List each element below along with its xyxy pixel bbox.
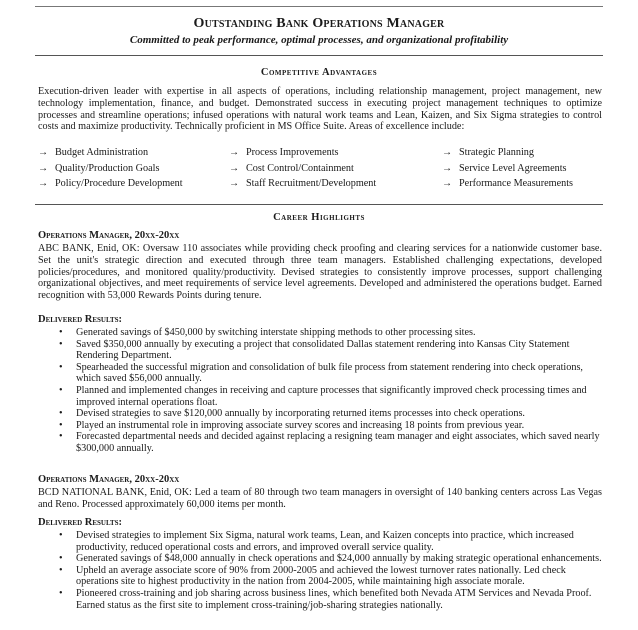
competitive-advantages-heading: Competitive Advantages (260, 67, 378, 78)
bullet-icon: • (59, 408, 63, 420)
result-item: • Upheld an average associate score of 90% from 2000-2005 and achieved the lowest turnover rates nationally. Led check operations site to highest productivity in the nation from 2004-2005, while maintaining high associate morale. (59, 564, 566, 588)
result-item: • Generated savings of $48,000 annually in check operations and $24,000 annually by making strategic operational enhancements. (59, 553, 602, 565)
result-item: • Devised strategies to implement Six Sigma, natural work teams, Lean, and Kaizen concepts into practice, which increased productivity, reduced operational costs and errors, and improved overall service quality. (59, 530, 574, 553)
excellence-item: → Policy/Procedure Development (38, 178, 183, 189)
result-item: • Played an instrumental role in improving associate survey scores and increasing 18 points from previous year. (59, 419, 525, 431)
excellence-item: → Budget Administration (38, 147, 149, 158)
bullet-icon: • (59, 384, 63, 396)
bullet-icon: • (59, 564, 63, 576)
arrow-right-icon: → (229, 162, 240, 174)
delivered-results-heading: Delivered Results: (38, 314, 123, 325)
arrow-right-icon: → (38, 147, 49, 158)
arrow-right-icon: → (229, 147, 240, 158)
arrow-right-icon: → (442, 147, 453, 158)
bullet-icon: • (59, 530, 63, 541)
arrow-right-icon: → (442, 178, 453, 189)
excellence-item: → Process Improvements (229, 147, 339, 158)
excellence-item: → Strategic Planning (442, 147, 534, 158)
excellence-item: → Staff Recruitment/Development (229, 178, 377, 189)
top-divider (35, 6, 603, 7)
result-item: • Saved $350,000 annually by executing a project that consolidated Dallas statement rendering into Kansas City Statement Rendering Department. (59, 338, 570, 362)
job-title: Operations Manager, 20xx-20xx (38, 474, 180, 485)
arrow-right-icon: → (442, 162, 453, 174)
excellence-item: → Service Level Agreements (442, 162, 567, 174)
results-list (56, 530, 602, 611)
results-list (56, 327, 602, 455)
excellence-item: → Quality/Production Goals (38, 162, 160, 174)
bullet-icon: • (59, 338, 63, 350)
result-item: • Generated savings of $450,000 by switching interstate shipping methods to other processing sites. (59, 327, 476, 338)
job-summary: BCD NATIONAL BANK, Enid, OK: Led a team of 80 through two team managers in oversight of 140 banking centers across Las Vegas and Reno. Processed approximately 60,000 items per month. (38, 487, 602, 510)
arrow-right-icon: → (38, 162, 49, 174)
bullet-icon: • (59, 419, 63, 431)
result-item: • Pioneered cross-training and job sharing across business lines, which benefited both Nevada ATM Services and Nevada Proof. Earned status as the first site to implement cross-training/job-sharing strategies nationally. (59, 587, 592, 611)
resume-title: Outstanding Bank Operations Manager (193, 16, 445, 31)
result-item: • Devised strategies to save $120,000 annually by incorporating returned items processes into check operations. (59, 408, 525, 420)
excellence-item: → Performance Measurements (442, 178, 573, 189)
bullet-icon: • (59, 327, 63, 338)
career-divider (35, 204, 603, 205)
result-item: • Planned and implemented changes in receiving and capture processes that significantly improved check processing times and improved internal operations float. (59, 384, 587, 408)
bullet-icon: • (59, 361, 63, 373)
result-item: • Spearheaded the successful migration and consolidation of bulk file process from statement rendering into check operations, which saved $56,000 annually. (59, 361, 583, 385)
excellence-item: → Cost Control/Containment (229, 162, 354, 174)
areas-of-excellence-list (38, 146, 602, 191)
bullet-icon: • (59, 587, 63, 599)
career-highlights-heading: Career Highlights (273, 212, 365, 223)
header-divider (35, 55, 603, 56)
bullet-icon: • (59, 553, 63, 565)
job-title: Operations Manager, 20xx-20xx (38, 230, 180, 241)
arrow-right-icon: → (229, 178, 240, 189)
arrow-right-icon: → (38, 178, 49, 189)
resume-subtitle: Committed to peak performance, optimal processes, and organizational profitability (129, 34, 509, 46)
competitive-summary: Execution-driven leader with expertise in all aspects of operations, including relationship management, project management, new technology implementation, finance, and budget. Demonstrated success in executing project management techniques to optimize processes and streamline operations; infused operations with natural work teams and Lean, Kaizen, and Six Sigma strategies to control costs and maximize productivity. Technically proficient in MS Office Suite. Areas of excellence include: (38, 86, 602, 133)
delivered-results-heading: Delivered Results: (38, 517, 123, 528)
job-summary: ABC BANK, Enid, OK: Oversaw 110 associates while providing check proofing and clearing services for a nationwide customer base. Set the unit's strategic direction and executed through three team managers. Established challenging expectations, developed policies/procedures, and monitored quality/productivity. Devised strategies to consistently improve processes, support challenging organizational objectives, and meet requirements of service level agreements. Developed and administered the operations budget. Earned recognition with 53,000 Rewards Points during tenure. (38, 243, 602, 302)
result-item: • Forecasted departmental needs and decided against replacing a resigning team manager and eight associates, which saved nearly $300,000 annually. (59, 431, 600, 454)
bullet-icon: • (59, 431, 63, 443)
